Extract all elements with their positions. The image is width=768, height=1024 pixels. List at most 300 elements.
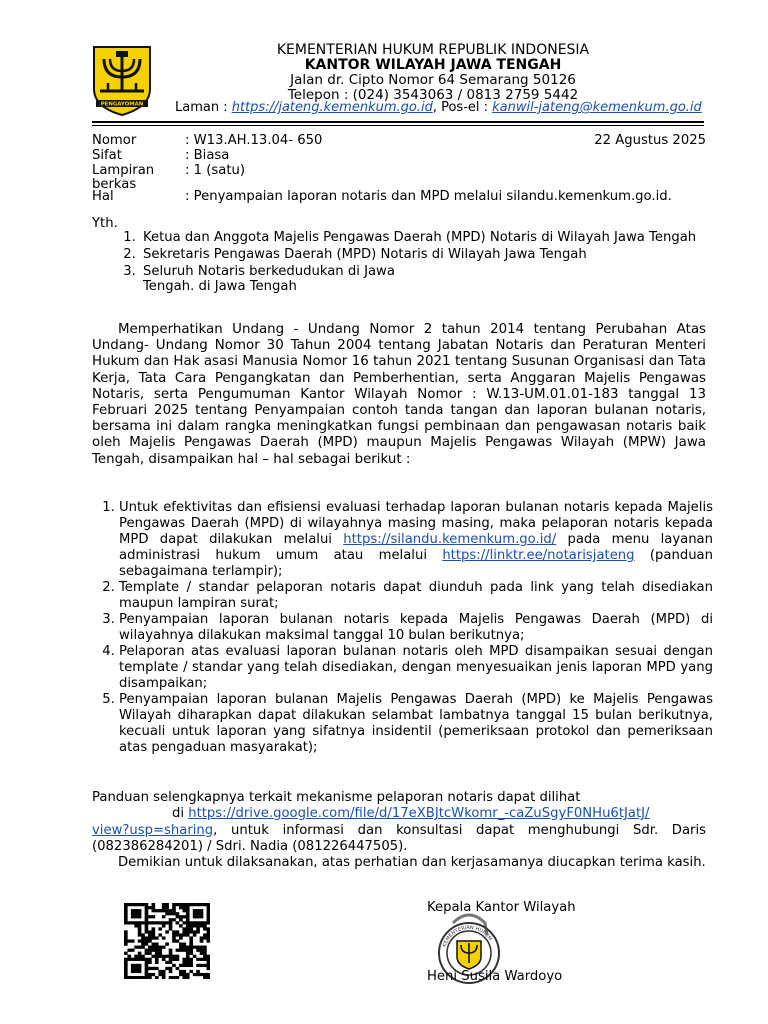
qr-module: [169, 955, 173, 958]
qr-module: [155, 976, 159, 979]
qr-module: [182, 930, 186, 933]
qr-module: [141, 936, 145, 939]
qr-module: [134, 976, 138, 979]
qr-module: [179, 906, 183, 909]
qr-module: [189, 964, 193, 967]
qr-module: [169, 976, 173, 979]
qr-module: [182, 903, 186, 906]
qr-module: [145, 958, 149, 961]
qr-module: [169, 949, 173, 952]
qr-module: [124, 961, 128, 964]
qr-module: [145, 952, 149, 955]
signatory-title: Kepala Kantor Wilayah: [427, 900, 576, 915]
qr-module: [145, 903, 149, 906]
qr-module: [124, 918, 128, 921]
qr-module: [207, 967, 210, 970]
qr-module: [145, 936, 149, 939]
qr-module: [179, 924, 183, 927]
qr-module: [158, 921, 162, 924]
qr-module: [189, 930, 193, 933]
qr-module: [186, 915, 190, 918]
qr-module: [138, 939, 142, 942]
list-item: 5. Penyampaian laporan bulanan Majelis Pengawas Daerah (MPD) ke Majelis Pengawas Wilayah diharapkan dapat dilakukan selambat lambatnya tanggal 15 bulan berikutnya, kecuali untuk laporan yang sifatnya insidentil (pemeriksaan protokol dan pemeriksaan atas pengaduan masyarakat);: [119, 692, 713, 756]
contact-line: [175, 100, 702, 115]
qr-module: [189, 921, 193, 924]
qr-module: [193, 946, 197, 949]
qr-module: [127, 921, 131, 924]
qr-module: [172, 933, 176, 936]
qr-module: [182, 906, 186, 909]
qr-module: [145, 976, 149, 979]
qr-module: [176, 912, 180, 915]
qr-module: [189, 970, 193, 973]
guide-text-a: Panduan selengkapnya terkait mekanisme pelaporan notaris dapat dilihat: [92, 790, 581, 805]
qr-module: [138, 930, 142, 933]
qr-module: [189, 936, 193, 939]
qr-module: [138, 924, 142, 927]
qr-module: [148, 933, 152, 936]
qr-module: [131, 949, 135, 952]
qr-module: [148, 976, 152, 979]
ministry-logo-icon: [90, 45, 154, 117]
qr-module: [155, 921, 159, 924]
qr-module: [145, 973, 149, 976]
qr-module: [179, 946, 183, 949]
qr-module: [134, 912, 138, 915]
qr-module: [189, 946, 193, 949]
addressee-list: [92, 230, 750, 296]
qr-module: [182, 927, 186, 930]
qr-module: [138, 946, 142, 949]
qr-module: [207, 927, 210, 930]
attachment-label: Lampiran: [92, 163, 155, 178]
qr-module: [172, 912, 176, 915]
qr-module: [182, 949, 186, 952]
qr-module: [200, 949, 204, 952]
qr-module: [179, 943, 183, 946]
qr-module: [207, 958, 210, 961]
qr-module: [148, 930, 152, 933]
logo-caption: PENGAYOMAN: [100, 101, 144, 108]
qr-module: [186, 949, 190, 952]
qr-module: [193, 903, 197, 906]
list-item: [119, 500, 713, 580]
guide-drive-link[interactable]: https://drive.google.com/file/d/17eXBJtcWkomr_-caZuSgyF0NHu6tJatJ/: [188, 806, 650, 822]
qr-module: [162, 936, 166, 939]
qr-module: [152, 955, 156, 958]
header-divider: [92, 121, 704, 123]
qr-module: [145, 915, 149, 918]
qr-module: [138, 927, 142, 930]
point-1-text-c: (panduan sebagaimana terlampir);: [119, 548, 713, 579]
qr-module: [124, 976, 128, 979]
qr-module: [152, 930, 156, 933]
qr-module: [186, 933, 190, 936]
qr-module: [172, 955, 176, 958]
qr-module: [155, 949, 159, 952]
qr-module: [127, 955, 131, 958]
nature-value: : Biasa: [185, 148, 230, 163]
qr-module: [148, 967, 152, 970]
qr-module: [200, 915, 204, 918]
qr-module: [176, 949, 180, 952]
qr-module: [124, 921, 128, 924]
qr-module: [179, 918, 183, 921]
qr-module: [196, 973, 200, 976]
closing-paragraph: Demikian untuk dilaksanakan, atas perhatian dan kerjasamanya diucapkan terima kasih.: [118, 855, 706, 870]
nature-label: Sifat: [92, 148, 122, 163]
qr-module: [155, 943, 159, 946]
qr-module: [141, 946, 145, 949]
qr-module: [169, 961, 173, 964]
qr-module: [141, 921, 145, 924]
qr-module: [203, 936, 207, 939]
qr-module: [176, 933, 180, 936]
qr-module: [127, 976, 131, 979]
qr-module: [207, 918, 210, 921]
qr-module: [169, 970, 173, 973]
qr-module: [134, 924, 138, 927]
qr-module: [193, 921, 197, 924]
ministry-name: KEMENTERIAN HUKUM REPUBLIK INDONESIA: [276, 42, 590, 58]
list-item: 3. Penyampaian laporan bulanan notaris kepada Majelis Pengawas Daerah (MPD) di wilayahnya dilakukan maksimal tanggal 10 bulan berikutnya;: [119, 612, 713, 644]
silandu-link[interactable]: https://silandu.kemenkum.go.id/: [343, 532, 557, 547]
qr-module: [162, 970, 166, 973]
qr-module: [134, 958, 138, 961]
qr-module: [203, 949, 207, 952]
qr-module: [162, 909, 166, 912]
qr-module: [138, 958, 142, 961]
qr-module: [182, 973, 186, 976]
qr-module: [203, 946, 207, 949]
qr-module: [148, 952, 152, 955]
qr-module: [200, 912, 204, 915]
qr-module: [186, 930, 190, 933]
qr-module: [186, 903, 190, 906]
qr-module: [124, 933, 128, 936]
qr-module: [207, 955, 210, 958]
qr-module: [124, 912, 128, 915]
qr-module: [189, 924, 193, 927]
qr-module: [152, 915, 156, 918]
header-divider-thin: [92, 125, 704, 126]
number-value: : W13.AH.13.04- 650: [185, 133, 323, 148]
qr-module: [196, 924, 200, 927]
qr-module: [124, 964, 128, 967]
qr-module: [124, 939, 128, 942]
qr-module: [172, 930, 176, 933]
qr-module: [179, 933, 183, 936]
subject-value: : Penyampaian laporan notaris dan MPD melalui silandu.kemenkum.go.id.: [185, 189, 672, 204]
website-label: Laman :: [175, 100, 232, 115]
qr-module: [169, 909, 173, 912]
list-item: 2. Template / standar pelaporan notaris dapat diunduh pada link yang telah disediakan maupun lampiran surat;: [119, 580, 713, 612]
qr-module: [124, 943, 128, 946]
qr-module: [145, 961, 149, 964]
qr-module: [207, 939, 210, 942]
qr-module: [138, 909, 142, 912]
qr-module: [134, 921, 138, 924]
qr-module: [203, 952, 207, 955]
qr-module: [179, 915, 183, 918]
qr-module: [200, 973, 204, 976]
qr-module: [124, 967, 128, 970]
linktree-link[interactable]: https://linktr.ee/notarisjateng: [442, 548, 635, 563]
qr-module: [145, 909, 149, 912]
qr-module: [203, 976, 207, 979]
qr-module: [196, 912, 200, 915]
qr-module: [182, 921, 186, 924]
qr-module: [189, 952, 193, 955]
qr-module: [131, 964, 135, 967]
qr-module: [148, 939, 152, 942]
qr-module: [182, 943, 186, 946]
qr-module: [207, 976, 210, 979]
qr-module: [148, 949, 152, 952]
qr-module: [124, 973, 128, 976]
qr-module: [176, 958, 180, 961]
qr-module: [131, 921, 135, 924]
qr-module: [189, 943, 193, 946]
qr-module: [124, 958, 128, 961]
qr-module: [165, 967, 169, 970]
qr-module: [162, 903, 166, 906]
qr-code-icon: [124, 903, 210, 979]
qr-module: [200, 952, 204, 955]
qr-module: [155, 952, 159, 955]
qr-module: [179, 903, 183, 906]
qr-module: [162, 921, 166, 924]
qr-module: [152, 967, 156, 970]
qr-module: [203, 958, 207, 961]
qr-module: [193, 930, 197, 933]
qr-module: [148, 921, 152, 924]
intro-paragraph: Memperhatikan Undang - Undang Nomor 2 tahun 2014 tentang Perubahan Atas Undang- Undang Nomor 30 Tahun 2004 tentang Jabatan Notaris dan Peraturan Menteri Hukum dan Hak asasi Manusia Nomor 16 tahun 2021 tentang Susunan Organisasi dan Tata Kerja, Tata Cara Pengangkatan dan Pemberhentian, serta Anggaran Majelis Pengawas Notaris, serta Pengumuman Kantor Wilayah Nomor : W.13-UM.01.01-183 tanggal 13 Februari 2025 tentang Penyampaian contoh tanda tangan dan laporan bulanan notaris, bersama ini dalam rangka meningkatkan fungsi pembinaan dan pengawasan notaris baik oleh Majelis Pengawas Daerah (MPD) maupun Majelis Pengawas Wilayah (MPW) Jawa Tengah, disampaikan hal – hal sebagai berikut :: [92, 322, 706, 467]
qr-module: [145, 943, 149, 946]
qr-module: [182, 976, 186, 979]
qr-module: [193, 955, 197, 958]
qr-module: [158, 952, 162, 955]
qr-module: [169, 912, 173, 915]
qr-module: [182, 946, 186, 949]
qr-module: [193, 924, 197, 927]
qr-module: [158, 973, 162, 976]
qr-module: [152, 973, 156, 976]
qr-module: [152, 906, 156, 909]
number-label: Nomor: [92, 133, 137, 148]
qr-module: [172, 906, 176, 909]
qr-module: [179, 936, 183, 939]
qr-module: [182, 933, 186, 936]
qr-module: [145, 924, 149, 927]
qr-module: [138, 976, 142, 979]
qr-module: [138, 903, 142, 906]
qr-module: [176, 930, 180, 933]
qr-module: [189, 939, 193, 942]
qr-module: [193, 933, 197, 936]
qr-module: [186, 961, 190, 964]
qr-module: [179, 949, 183, 952]
letter-date: 22 Agustus 2025: [594, 133, 706, 148]
qr-module: [145, 964, 149, 967]
qr-module: [207, 936, 210, 939]
qr-module: [127, 958, 131, 961]
qr-module: [134, 970, 138, 973]
qr-module: [148, 906, 152, 909]
qr-module: [162, 976, 166, 979]
qr-module: [200, 958, 204, 961]
website-link[interactable]: https://jateng.kemenkum.go.id: [231, 100, 433, 115]
qr-module: [189, 903, 193, 906]
qr-module: [203, 933, 207, 936]
qr-module: [189, 961, 193, 964]
qr-module: [165, 921, 169, 924]
qr-module: [155, 936, 159, 939]
qr-module: [124, 906, 128, 909]
qr-module: [131, 967, 135, 970]
qr-module: [165, 912, 169, 915]
qr-module: [169, 918, 173, 921]
qr-module: [152, 943, 156, 946]
qr-module: [186, 964, 190, 967]
qr-module: [124, 930, 128, 933]
qr-module: [148, 915, 152, 918]
qr-module: [148, 958, 152, 961]
qr-module: [145, 930, 149, 933]
subject-label: Hal: [92, 189, 114, 204]
qr-module: [176, 915, 180, 918]
qr-module: [155, 967, 159, 970]
qr-module: [152, 933, 156, 936]
qr-module: [141, 958, 145, 961]
qr-module: [165, 955, 169, 958]
qr-module: [176, 921, 180, 924]
qr-module: [131, 912, 135, 915]
qr-module: [124, 915, 128, 918]
seal-text: KEMENTERIAN HUKUM: [441, 924, 494, 948]
qr-module: [134, 967, 138, 970]
qr-module: [138, 970, 142, 973]
qr-module: [162, 915, 166, 918]
qr-module: [138, 952, 142, 955]
office-address: Jalan dr. Cipto Nomor 64 Semarang 50126: [290, 72, 576, 88]
qr-module: [207, 906, 210, 909]
office-phone: Telepon : (024) 3543063 / 0813 2759 5442: [287, 87, 579, 103]
qr-module: [141, 933, 145, 936]
office-name: KANTOR WILAYAH JAWA TENGAH: [304, 57, 562, 73]
qr-module: [172, 958, 176, 961]
qr-module: [186, 927, 190, 930]
qr-module: [124, 952, 128, 955]
qr-module: [138, 967, 142, 970]
qr-module: [131, 970, 135, 973]
qr-module: [155, 961, 159, 964]
qr-module: [152, 946, 156, 949]
qr-module: [182, 961, 186, 964]
qr-module: [176, 955, 180, 958]
qr-module: [138, 915, 142, 918]
qr-module: [155, 958, 159, 961]
qr-module: [172, 909, 176, 912]
qr-module: [165, 903, 169, 906]
qr-module: [169, 967, 173, 970]
qr-module: [182, 915, 186, 918]
qr-module: [155, 946, 159, 949]
qr-module: [145, 927, 149, 930]
qr-module: [127, 939, 131, 942]
qr-module: [196, 958, 200, 961]
qr-module: [169, 952, 173, 955]
qr-module: [158, 933, 162, 936]
qr-module: [138, 955, 142, 958]
qr-module: [134, 955, 138, 958]
qr-module: [131, 976, 135, 979]
qr-module: [186, 921, 190, 924]
point-1-text-b: pada menu layanan administrasi hukum umum atau melalui: [119, 532, 713, 563]
qr-module: [127, 903, 131, 906]
addressee-3-line2: Tengah. di Jawa Tengah: [143, 279, 297, 294]
qr-module: [196, 930, 200, 933]
qr-module: [145, 906, 149, 909]
guide-drive-link-cont[interactable]: view?usp=sharing: [92, 822, 214, 838]
qr-module: [165, 906, 169, 909]
guide-paragraph: [92, 790, 706, 855]
qr-module: [131, 939, 135, 942]
qr-module: [158, 946, 162, 949]
qr-module: [186, 973, 190, 976]
qr-module: [207, 912, 210, 915]
qr-module: [124, 970, 128, 973]
qr-module: [196, 921, 200, 924]
qr-module: [196, 970, 200, 973]
qr-module: [176, 967, 180, 970]
qr-module: [165, 943, 169, 946]
qr-module: [196, 927, 200, 930]
qr-module: [152, 921, 156, 924]
qr-module: [186, 918, 190, 921]
qr-module: [172, 903, 176, 906]
qr-module: [158, 927, 162, 930]
qr-module: [134, 903, 138, 906]
qr-module: [203, 921, 207, 924]
qr-module: [203, 955, 207, 958]
qr-module: [196, 909, 200, 912]
qr-module: [141, 903, 145, 906]
qr-module: [169, 921, 173, 924]
qr-module: [145, 949, 149, 952]
list-item: [140, 264, 750, 294]
qr-module: [200, 946, 204, 949]
qr-module: [186, 924, 190, 927]
qr-module: [165, 961, 169, 964]
qr-module: [186, 976, 190, 979]
qr-module: [124, 909, 128, 912]
qr-module: [207, 933, 210, 936]
qr-module: [200, 936, 204, 939]
qr-module: [200, 909, 204, 912]
qr-module: [134, 915, 138, 918]
qr-module: [196, 949, 200, 952]
qr-module: [145, 912, 149, 915]
email-link[interactable]: kanwil-jateng@kemenkum.go.id: [492, 100, 702, 115]
qr-module: [193, 973, 197, 976]
qr-module: [172, 939, 176, 942]
qr-module: [134, 964, 138, 967]
qr-module: [207, 903, 210, 906]
qr-module: [182, 964, 186, 967]
qr-module: [176, 976, 180, 979]
qr-module: [203, 927, 207, 930]
